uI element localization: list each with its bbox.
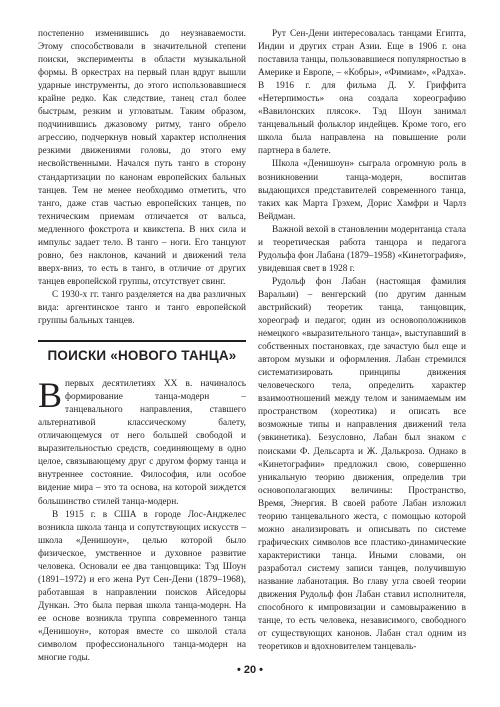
left-paragraph-1: постепенно изменившись до неузнаваемости. Этому способствовали в значительной степени поиски, эксперименты в области музыкальной формы. В оркестрах на первый план вдруг вышли ударные инструменты, до этого использовавшиеся крайне редко. Как следствие, танец стал более быстрым, резким и угловатым. Таким образом, подчинившись джазовому ритму, танго обрело агрессию, подчеркнув новый характер исполнения резкими движениями головы, до этого ему несвойственными. Начался путь танго в сторону стандартизации по канонам европейских бальных танцев. Тем не менее необходимо отметить, что танго, даже став частью европейских танцев, по техническим приемам отличается от вальса, медленного фокстрота и квикстепа. В них сила и импульс задает тело. В танго – ноги. Его танцуют ровно, без наклонов, качаний и движений тела вверх-вниз, то есть в танго, в отличие от других танцев европейской группы, отсутствует свинг. (38, 29, 246, 287)
left-paragraph-3 (38, 375, 246, 508)
left-paragraph-2: С 1930-х гг. танго разделяется на два различных вида: аргентинское танго и танго европейской группы бальных танцев. (38, 289, 246, 327)
section-heading-bar (38, 340, 246, 368)
section-heading: ПОИСКИ «НОВОГО ТАНЦА» (47, 348, 237, 364)
left-paragraph-3-text: первых десятилетиях XX в. начиналось формирование танца-модерн – танцевального направления, ставшего альтернативой классическому балету, отличающемуся от него большей свободой и выразительностью средств, соединяющему в одно целое, связывающему друг с другом форму танца и внутреннее состояние. Философия, или особое видение мира – это та основа, на которой зиждется большинство стилей танца-модерн. (38, 379, 246, 507)
left-column (38, 28, 246, 665)
right-paragraph-3: Важной вехой в становлении модернтанца стала и теоретическая работа танцора и педагога Рудольфа фон Лабана (1879–1958) «Кинетография», увидевшая свет в 1928 г. (258, 224, 466, 274)
right-paragraph-4: Рудольф фон Лабан (настоящая фамилия Варальяи) – венгерский (по другим данным австрийский) теоретик танца, танцовщик, хореограф и педагог, один из основоположников немецкого «выразительного танца», выступавший в собственных постановках, где зачастую был еще и автором музыки и оформления. Лабан стремился систематизировать принципы движения человеческого тела, определить характер взаимоотношений между телом и занимаемым им пространством (хореотика) и описать все возможные типы и направления движений тела (эвкинетика). Безусловно, Лабан был знаком с поисками Ф. Дельсарта и Ж. Далькроза. Однако в «Кинетографии» предложил свою, совершенно уникальную теорию движения, определив три основополагающих величины: Пространство, Время, Энергия. В своей работе Лабан изложил теорию танцевального жеста, с помощью которой можно анализировать и описывать по системе графических символов все пластико-динамические характеристики танца. Иными словами, он разработал систему записи танцев, получившую название лабанотация. Во главу угла своей теории движения Рудольф фон Лабан ставил исполнителя, способного к импровизации и самовыражению в танце, то есть человека, независимого, свободного от существующих канонов. Лабан стал одним из теоретиков и вдохновителем танцеваль- (258, 276, 466, 653)
left-paragraph-4: В 1915 г. в США в городе Лос-Анджелес возникла школа танца и сопутствующих искусств – школа «Денишоун», целью которой было физическое, умственное и духовное развитие человека. Основали ее два танцовщика: Тэд Шоун (1891–1972) и его жена Рут Сен-Дени (1879–1968), работавшая в направлении поисков Айседоры Дункан. Это была первая школа танца-модерн. На ее основе возникла труппа современного танца «Денишоун», которая вместе со школой стала символом профессионального танца-модерн на многие годы. (38, 509, 246, 664)
right-paragraph-2: Школа «Денишоун» сыграла огромную роль в возникновении танца-модерн, воспитав выдающихся представителей современного танца, таких как Марта Грэхем, Дорис Хамфри и Чарлз Вейдман. (258, 159, 466, 222)
right-paragraph-1: Рут Сен-Дени интересовалась танцами Египта, Индии и других стран Азии. Еще в 1906 г. она поставила танцы, пользовавшиеся популярностью в Америке и Европе, – «Кобры», «Фимиам», «Радха». В 1916 г. для фильма Д. У. Гриффита «Нетерпимость» она создала хореографию «Вавилонских плясок». Тэд Шоун занимал танцевальный фольклор индейцев. Кроме того, его школа была направлена на повышение роли партнера в балете. (258, 29, 466, 157)
page-number: • 20 • (236, 664, 264, 676)
right-column (258, 28, 466, 654)
drop-cap: В (38, 375, 63, 416)
